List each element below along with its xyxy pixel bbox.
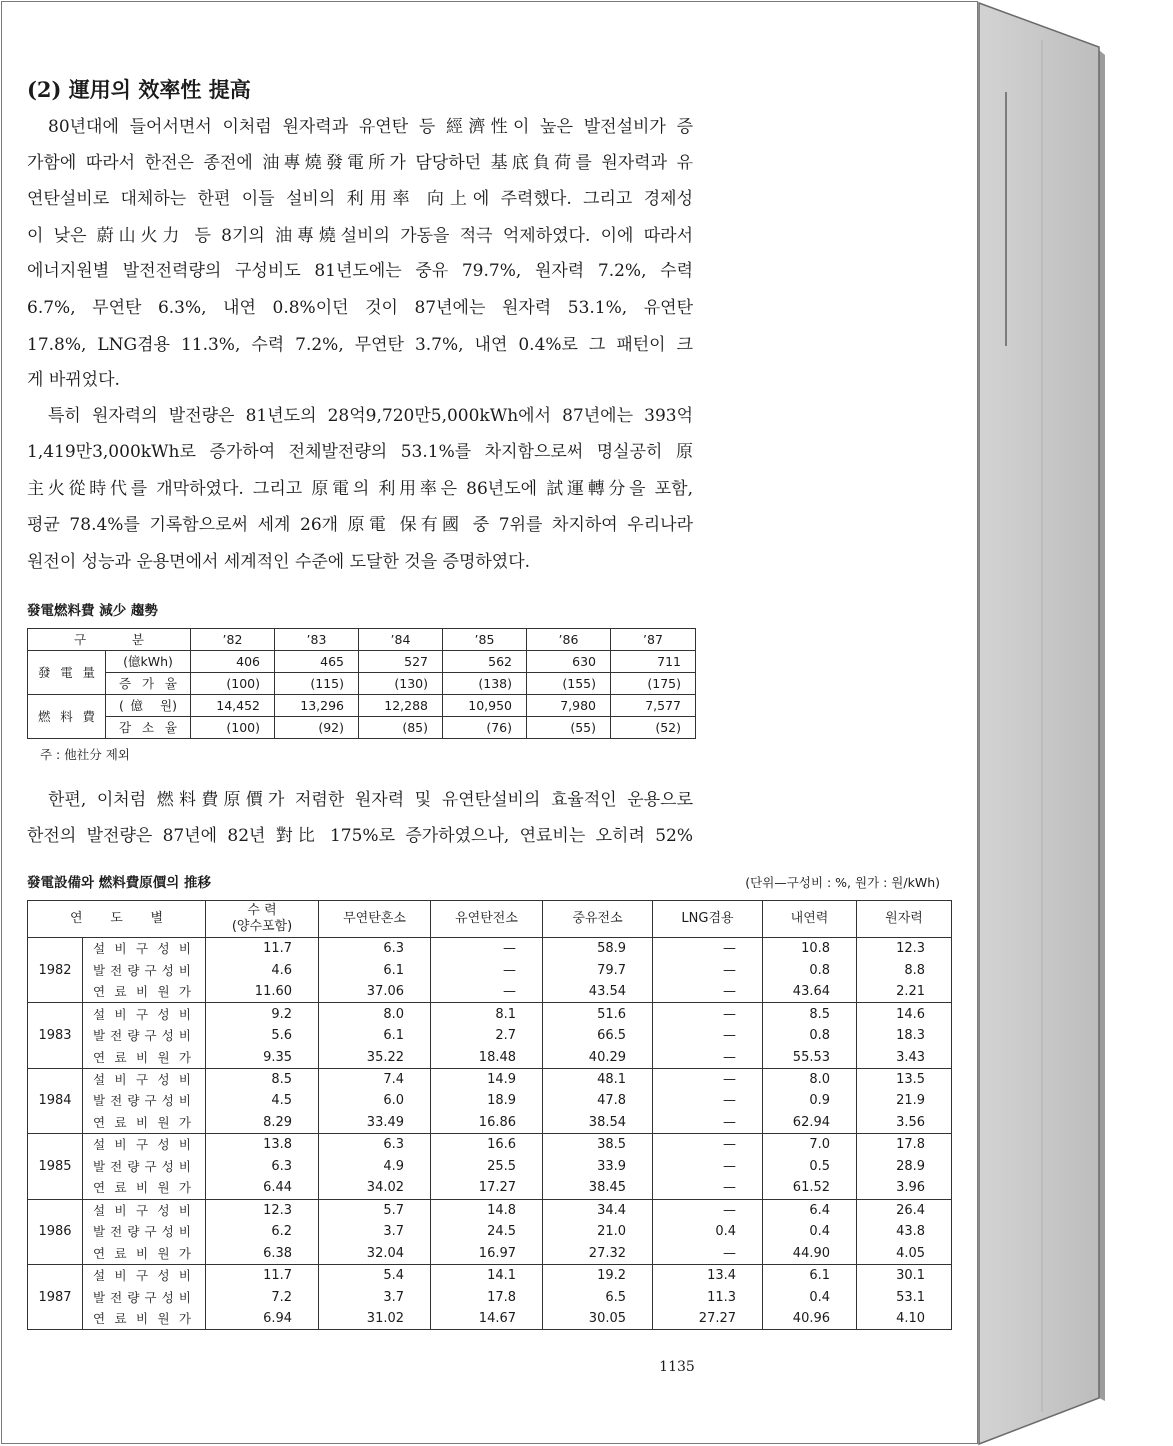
table1-header-year: ’83 [275, 629, 359, 651]
table2-year-cell: 1986 [28, 1199, 83, 1264]
table2-header-label: LNG겸용 [681, 911, 734, 926]
table1-row [28, 651, 696, 673]
table2-cell: 9.35 [206, 1046, 319, 1068]
table2-row-label: 설 비 구 성 비 [83, 1068, 206, 1090]
table1-row-label: (億kWh) [106, 651, 191, 673]
table2-row-label: 발 전 량 구 성 비 [83, 959, 206, 981]
table2-cell: 0.4 [763, 1286, 857, 1308]
table2-cell: 51.6 [543, 1003, 653, 1025]
facility-cost-table-unit: (단위—구성비 : %, 원가 : 원/kWh) [745, 875, 940, 890]
table2-header-label: 수 력 [247, 903, 277, 918]
table2-cell: 6.38 [206, 1243, 319, 1265]
table2-cell: 27.32 [543, 1243, 653, 1265]
table2-year-cell: 1987 [28, 1264, 83, 1329]
table2-header-label: 내연력 [790, 911, 829, 926]
table2-cell: 0.8 [763, 959, 857, 981]
table2-cell: 11.3 [653, 1286, 763, 1308]
table1-row-label: (億 원) [106, 695, 191, 717]
table2-header-label: 중유전소 [572, 911, 623, 926]
table2-row [28, 1134, 952, 1156]
table2-cell: 35.22 [319, 1046, 431, 1068]
table1-cell: (92) [275, 717, 359, 739]
table2-cell: 31.02 [319, 1308, 431, 1330]
table2-row [28, 981, 952, 1003]
table2-header-col-0 [206, 901, 319, 938]
table2-cell: 19.2 [543, 1264, 653, 1286]
table1-cell: (55) [527, 717, 611, 739]
table2-row-label: 발 전 량 구 성 비 [83, 1025, 206, 1047]
table1-cell: (85) [359, 717, 443, 739]
table2-cell: 26.4 [857, 1199, 952, 1221]
table2-row-label: 연 료 비 원 가 [83, 981, 206, 1003]
table2-cell: 2.21 [857, 981, 952, 1003]
table1-cell: (155) [527, 673, 611, 695]
table1-cell: 630 [527, 651, 611, 673]
table1-cell: 406 [191, 651, 275, 673]
fuel-cost-table-body [28, 629, 696, 739]
table2-header-col-2 [431, 901, 543, 938]
table2-cell: — [653, 1134, 763, 1156]
book-edge-shadow [1099, 50, 1105, 1401]
table2-cell: 32.04 [319, 1243, 431, 1265]
table2-header-col-5 [763, 901, 857, 938]
paragraph-1-line: 연탄설비로 대체하는 한편 이들 설비의 利用率 向上에 주력했다. 그리고 경제성 [27, 189, 693, 209]
paragraph-2-line: 1,419만3,000kWh로 증가하여 전체발전량의 53.1%를 차지함으로써 명실공히 原 [27, 442, 693, 462]
table2-row-label: 연 료 비 원 가 [83, 1243, 206, 1265]
table2-cell: 8.5 [763, 1003, 857, 1025]
table1-row [28, 717, 696, 739]
table2-cell: 27.27 [653, 1308, 763, 1330]
table2-cell: 38.5 [543, 1134, 653, 1156]
table2-cell: 4.6 [206, 959, 319, 981]
table1-row [28, 695, 696, 717]
table2-header-label: 유연탄전소 [455, 911, 518, 926]
table2-cell: 28.9 [857, 1155, 952, 1177]
table2-cell: 24.5 [431, 1221, 543, 1243]
table2-cell: — [431, 959, 543, 981]
table2-row [28, 1155, 952, 1177]
table2-row-label: 발 전 량 구 성 비 [83, 1286, 206, 1308]
table1-row [28, 673, 696, 695]
facility-cost-table-body [28, 901, 952, 1330]
facility-cost-table-caption: 發電設備와 燃料費原價의 推移 [27, 875, 211, 891]
table2-cell: 6.0 [319, 1090, 431, 1112]
table2-cell: 10.8 [763, 938, 857, 960]
table2-cell: — [431, 938, 543, 960]
paragraph-3-line: 한전의 발전량은 87년에 82년 對比 175%로 증가하였으나, 연료비는 오히려 52% [27, 826, 693, 846]
table2-cell: 43.64 [763, 981, 857, 1003]
table2-cell: 8.29 [206, 1112, 319, 1134]
table1-header-year: ’85 [443, 629, 527, 651]
table2-header-col-1 [319, 901, 431, 938]
table2-cell: 30.05 [543, 1308, 653, 1330]
table2-cell: — [653, 1068, 763, 1090]
fuel-cost-table-caption: 發電燃料費 減少 趨勢 [27, 603, 158, 619]
table2-cell: 11.7 [206, 938, 319, 960]
table2-cell: 6.94 [206, 1308, 319, 1330]
table2-cell: 18.9 [431, 1090, 543, 1112]
table2-cell: 6.3 [319, 938, 431, 960]
table2-cell: 43.8 [857, 1221, 952, 1243]
table2-cell: 6.3 [206, 1155, 319, 1177]
table2-cell: 37.06 [319, 981, 431, 1003]
table2-row [28, 938, 952, 960]
paragraph-1-line: 이 낮은 蔚山火力 등 8기의 油專燒설비의 가동을 적극 억제하였다. 이에 따라서 [27, 226, 693, 246]
table2-cell: — [653, 959, 763, 981]
table1-cell: 12,288 [359, 695, 443, 717]
table2-cell: 8.5 [206, 1068, 319, 1090]
table2-cell: 6.3 [319, 1134, 431, 1156]
facility-cost-table [27, 900, 952, 1330]
table2-cell: — [431, 981, 543, 1003]
table1-cell: 527 [359, 651, 443, 673]
table2-cell: 16.97 [431, 1243, 543, 1265]
table2-cell: — [653, 1090, 763, 1112]
fuel-cost-table [27, 628, 696, 739]
paragraph-1-line: 게 바뀌었다. [27, 370, 120, 390]
table2-cell: 14.9 [431, 1068, 543, 1090]
table1-row-label: 증 가 율 [106, 673, 191, 695]
paragraph-2-line: 원전이 성능과 운용면에서 세계적인 수준에 도달한 것을 증명하였다. [27, 552, 531, 572]
table2-cell: 16.86 [431, 1112, 543, 1134]
table1-header-year: ’86 [527, 629, 611, 651]
table2-row-label: 발 전 량 구 성 비 [83, 1221, 206, 1243]
table2-cell: 40.96 [763, 1308, 857, 1330]
table2-cell: 12.3 [206, 1199, 319, 1221]
table2-cell: 4.9 [319, 1155, 431, 1177]
table2-cell: 3.7 [319, 1286, 431, 1308]
table2-cell: 6.4 [763, 1199, 857, 1221]
table2-cell: 7.2 [206, 1286, 319, 1308]
table2-cell: 14.1 [431, 1264, 543, 1286]
table2-cell: — [653, 1003, 763, 1025]
table2-cell: 66.5 [543, 1025, 653, 1047]
table2-cell: — [653, 1177, 763, 1199]
table1-cell: (100) [191, 717, 275, 739]
table2-cell: 3.96 [857, 1177, 952, 1199]
table2-row-label: 연 료 비 원 가 [83, 1308, 206, 1330]
table2-cell: 38.45 [543, 1177, 653, 1199]
table2-cell: 7.4 [319, 1068, 431, 1090]
table2-row [28, 1286, 952, 1308]
paragraph-2-line: 특히 원자력의 발전량은 81년도의 28억9,720만5,000kWh에서 87년에는 393억 [48, 406, 693, 426]
table2-cell: 8.0 [763, 1068, 857, 1090]
table1-cell: (76) [443, 717, 527, 739]
table1-header-year: ’87 [611, 629, 696, 651]
table2-row-label: 설 비 구 성 비 [83, 1134, 206, 1156]
table2-cell: 43.54 [543, 981, 653, 1003]
table2-cell: 44.90 [763, 1243, 857, 1265]
table2-row-label: 연 료 비 원 가 [83, 1177, 206, 1199]
table2-header-row [28, 901, 952, 938]
table2-row [28, 1025, 952, 1047]
table2-cell: 40.29 [543, 1046, 653, 1068]
paragraph-1-line: 가함에 따라서 한전은 종전에 油專燒發電所가 담당하던 基底負荷를 원자력과 유 [27, 153, 693, 173]
table2-cell: 8.0 [319, 1003, 431, 1025]
table2-cell: 3.7 [319, 1221, 431, 1243]
table1-cell: 7,577 [611, 695, 696, 717]
table2-cell: 6.44 [206, 1177, 319, 1199]
section-title: (2) 運用의 效率性 提高 [27, 77, 251, 102]
paragraph-2-line: 평균 78.4%를 기록함으로써 세계 26개 原電 保有國 중 7위를 차지하여 우리나라 [27, 515, 693, 535]
table2-year-cell: 1985 [28, 1134, 83, 1199]
table2-cell: — [653, 1199, 763, 1221]
table2-row [28, 1177, 952, 1199]
table2-cell: 4.05 [857, 1243, 952, 1265]
table2-row-label: 설 비 구 성 비 [83, 938, 206, 960]
table2-header-col-6 [857, 901, 952, 938]
table1-cell: 10,950 [443, 695, 527, 717]
table1-cell: (130) [359, 673, 443, 695]
table2-cell: 55.53 [763, 1046, 857, 1068]
table2-cell: 17.8 [431, 1286, 543, 1308]
table2-row [28, 1090, 952, 1112]
table2-cell: 8.8 [857, 959, 952, 981]
table2-row-label: 연 료 비 원 가 [83, 1046, 206, 1068]
table2-cell: 0.9 [763, 1090, 857, 1112]
table2-cell: 58.9 [543, 938, 653, 960]
table2-cell: 2.7 [431, 1025, 543, 1047]
table2-row [28, 1046, 952, 1068]
paragraph-1-line: 17.8%, LNG겸용 11.3%, 수력 7.2%, 무연탄 3.7%, 내연 0.4%로 그 패턴이 크 [27, 335, 693, 355]
table2-cell: — [653, 938, 763, 960]
table2-cell: 3.56 [857, 1112, 952, 1134]
table2-cell: 4.10 [857, 1308, 952, 1330]
table2-row-label: 설 비 구 성 비 [83, 1264, 206, 1286]
paragraph-1-line: 에너지원별 발전전력량의 구성비도 81년도에는 중유 79.7%, 원자력 7.2%, 수력 [27, 261, 693, 281]
table2-cell: 14.6 [857, 1003, 952, 1025]
table2-cell: 6.1 [763, 1264, 857, 1286]
table2-cell: 62.94 [763, 1112, 857, 1134]
table2-row [28, 959, 952, 981]
table2-header-col-3 [543, 901, 653, 938]
table1-cell: (100) [191, 673, 275, 695]
table2-cell: 25.5 [431, 1155, 543, 1177]
table1-cell: (115) [275, 673, 359, 695]
table2-header-col-4 [653, 901, 763, 938]
table1-cell: (175) [611, 673, 696, 695]
table2-cell: — [653, 1025, 763, 1047]
table2-cell: 61.52 [763, 1177, 857, 1199]
table2-cell: 5.6 [206, 1025, 319, 1047]
table1-header-year: ’82 [191, 629, 275, 651]
table2-cell: 18.3 [857, 1025, 952, 1047]
table2-cell: 6.1 [319, 959, 431, 981]
paragraph-1-line: 80년대에 들어서면서 이처럼 원자력과 유연탄 등 經濟性이 높은 발전설비가 증 [48, 117, 693, 137]
table2-year-cell: 1983 [28, 1003, 83, 1068]
table2-header-label: 무연탄혼소 [343, 911, 406, 926]
book-edge-face [979, 3, 1099, 1444]
paragraph-1-line: 6.7%, 무연탄 6.3%, 내연 0.8%이던 것이 87년에는 원자력 53.1%, 유연탄 [27, 298, 693, 318]
table1-cell: (52) [611, 717, 696, 739]
table2-row [28, 1264, 952, 1286]
table2-cell: 38.54 [543, 1112, 653, 1134]
table1-header-category: 구 분 [28, 629, 191, 651]
table2-cell: 17.27 [431, 1177, 543, 1199]
table2-header-sublabel: (양수포함) [231, 919, 293, 934]
table2-cell: 11.60 [206, 981, 319, 1003]
table2-cell: 13.4 [653, 1264, 763, 1286]
table1-header-year: ’84 [359, 629, 443, 651]
table2-cell: 13.8 [206, 1134, 319, 1156]
table2-cell: 0.4 [653, 1221, 763, 1243]
table2-row [28, 1221, 952, 1243]
table2-cell: 33.49 [319, 1112, 431, 1134]
table2-cell: 53.1 [857, 1286, 952, 1308]
table2-cell: 3.43 [857, 1046, 952, 1068]
table2-cell: 6.5 [543, 1286, 653, 1308]
table2-row [28, 1308, 952, 1330]
table1-cell: 465 [275, 651, 359, 673]
table2-cell: 21.0 [543, 1221, 653, 1243]
table2-cell: 0.5 [763, 1155, 857, 1177]
table2-row [28, 1112, 952, 1134]
table2-cell: 11.7 [206, 1264, 319, 1286]
table2-cell: 14.8 [431, 1199, 543, 1221]
table2-row-label: 설 비 구 성 비 [83, 1199, 206, 1221]
table2-cell: 9.2 [206, 1003, 319, 1025]
table2-cell: 5.4 [319, 1264, 431, 1286]
table2-cell: 0.4 [763, 1221, 857, 1243]
table2-cell: 79.7 [543, 959, 653, 981]
table1-cell: (138) [443, 673, 527, 695]
table2-cell: 48.1 [543, 1068, 653, 1090]
table2-row-label: 발 전 량 구 성 비 [83, 1155, 206, 1177]
table2-cell: 7.0 [763, 1134, 857, 1156]
table2-cell: 47.8 [543, 1090, 653, 1112]
table2-cell: 6.2 [206, 1221, 319, 1243]
table2-cell: 14.67 [431, 1308, 543, 1330]
table2-row [28, 1199, 952, 1221]
table2-cell: 13.5 [857, 1068, 952, 1090]
table2-cell: 34.4 [543, 1199, 653, 1221]
table1-cell: 14,452 [191, 695, 275, 717]
table2-row-label: 설 비 구 성 비 [83, 1003, 206, 1025]
table2-header-year: 연 도 별 [28, 901, 206, 938]
table2-row [28, 1068, 952, 1090]
table1-group-label: 發 電 量 [28, 651, 106, 695]
table2-cell: 6.1 [319, 1025, 431, 1047]
table2-cell: 12.3 [857, 938, 952, 960]
table1-cell: 7,980 [527, 695, 611, 717]
table2-cell: 33.9 [543, 1155, 653, 1177]
table1-cell: 711 [611, 651, 696, 673]
table1-cell: 13,296 [275, 695, 359, 717]
table2-year-cell: 1984 [28, 1068, 83, 1133]
page-number: 1135 [659, 1359, 695, 1375]
table1-group-label: 燃 料 費 [28, 695, 106, 739]
table2-row-label: 발 전 량 구 성 비 [83, 1090, 206, 1112]
table1-row-label: 감 소 율 [106, 717, 191, 739]
table2-cell: 4.5 [206, 1090, 319, 1112]
table2-cell: — [653, 1243, 763, 1265]
paragraph-2-line: 主火從時代를 개막하였다. 그리고 原電의 利用率은 86년도에 試運轉分을 포함, [27, 479, 693, 499]
table2-cell: 0.8 [763, 1025, 857, 1047]
paragraph-3-line: 한편, 이처럼 燃料費原價가 저렴한 원자력 및 유연탄설비의 효율적인 운용으로 [48, 790, 693, 810]
table2-cell: 18.48 [431, 1046, 543, 1068]
table2-cell: 21.9 [857, 1090, 952, 1112]
table2-cell: — [653, 1112, 763, 1134]
table2-cell: 17.8 [857, 1134, 952, 1156]
table2-cell: 30.1 [857, 1264, 952, 1286]
table2-cell: 16.6 [431, 1134, 543, 1156]
table2-row-label: 연 료 비 원 가 [83, 1112, 206, 1134]
table2-cell: — [653, 1155, 763, 1177]
table2-row [28, 1003, 952, 1025]
fuel-cost-table-note: 주 : 他社分 제외 [40, 747, 130, 762]
table2-header-label: 원자력 [885, 911, 923, 926]
table2-cell: 34.02 [319, 1177, 431, 1199]
table2-row [28, 1243, 952, 1265]
table1-cell: 562 [443, 651, 527, 673]
table2-cell: 5.7 [319, 1199, 431, 1221]
table1-header-row [28, 629, 696, 651]
table2-year-cell: 1982 [28, 938, 83, 1003]
table2-cell: — [653, 1046, 763, 1068]
table2-cell: — [653, 981, 763, 1003]
table2-cell: 8.1 [431, 1003, 543, 1025]
